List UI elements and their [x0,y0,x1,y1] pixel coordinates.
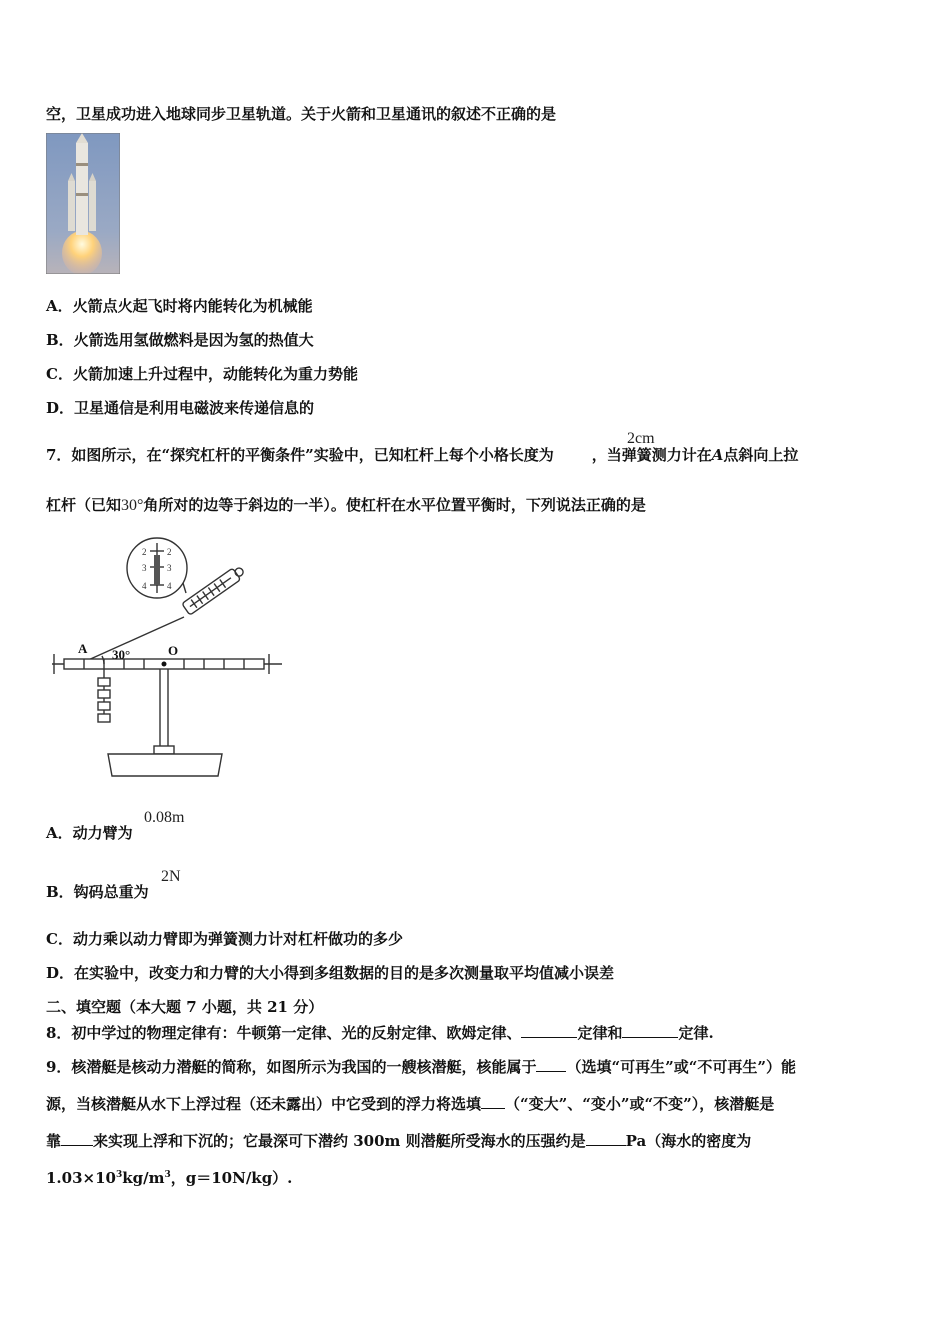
q8-blank-1[interactable] [521,1023,577,1038]
q8-text-a: 8．初中学过的物理定律有：牛顿第一定律、光的反射定律、欧姆定律、 [46,1024,522,1042]
rocket-launch-image [46,133,120,274]
q7-point-a: A [711,446,724,464]
q9-l2b: （“变大”、“变小”或“不变”），核潜艇是 [505,1095,775,1113]
q7-cell-length: 2cm [627,430,655,447]
q6-stem: 空，卫星成功进入地球同步卫星轨道。关于火箭和卫星通讯的叙述不正确的是 [46,105,557,123]
q7-option-c: C．动力乘以动力臂即为弹簧测力计对杠杆做功的多少 [46,930,403,948]
q9-l4sup: 3 [115,1170,123,1180]
scale-tick-4-right: 4 [167,581,172,591]
q9-l4sup2: 3 [164,1170,171,1180]
q7-stem-line1 [46,444,798,465]
q7-option-a: A．动力臂为 [46,824,133,842]
q7-option-d: D．在实验中，改变力和力臂的大小得到多组数据的目的是多次测量取平均值减小误差 [46,964,615,982]
q9-blank-3[interactable] [61,1131,93,1146]
q7-stem-line2 [46,494,646,515]
q8 [46,1022,714,1043]
q7-angle: 30° [121,497,144,514]
q7-stem-part3: 点斜向上拉 [723,446,799,464]
q7-stem-part2: ，当弹簧测力计在 [591,446,712,464]
lever-experiment-figure [46,533,286,783]
scale-tick-4-left: 4 [142,581,147,591]
q6-option-b: B．火箭选用氢做燃料是因为氢的热值大 [46,331,314,349]
q7-stem-line2-b: 角所对的边等于斜边的一半）。使杠杆在水平位置平衡时，下列说法正确的是 [143,496,646,514]
q6-option-a: A．火箭点火起飞时将内能转化为机械能 [46,297,313,315]
q8-text-b: 定律和 [577,1024,623,1042]
q7-option-b-value: 2N [161,868,181,885]
q6-option-d: D．卫星通信是利用电磁波来传递信息的 [46,399,315,417]
q9-line3 [46,1130,751,1151]
q9-blank-2[interactable] [481,1094,505,1109]
scale-tick-2-right: 2 [167,547,172,557]
q8-text-c: 定律. [678,1024,714,1042]
figure-label-o: O [168,643,179,658]
section-title: 二、填空题（本大题 7 小题，共 21 分） [46,998,324,1016]
q8-blank-2[interactable] [622,1023,678,1038]
scale-tick-3-left: 3 [142,563,147,573]
figure-angle-label: 30° [112,647,131,662]
figure-label-a: A [78,641,88,656]
q6-option-c: C．火箭加速上升过程中，动能转化为重力势能 [46,365,358,383]
q9-l4c: ，g＝10N/kg）. [170,1169,293,1187]
q9-blank-4[interactable] [586,1131,626,1146]
scale-tick-3-right: 3 [167,563,172,573]
q9-line4 [46,1167,292,1188]
q9-blank-1[interactable] [536,1057,566,1072]
q9-l3b: 来实现上浮和下沉的；它最深可下潜约 300m 则潜艇所受海水的压强约是 [93,1132,586,1150]
q7-option-a-value: 0.08m [144,809,185,826]
q9-l2a: 源，当核潜艇从水下上浮过程（还未露出）中它受到的浮力将选填 [46,1095,482,1113]
q9-l3a: 靠 [46,1132,62,1150]
q9-l1b: （选填“可再生”或“不可再生”）能 [566,1058,796,1076]
q9-l1a: 9．核潜艇是核动力潜艇的简称，如图所示为我国的一艘核潜艇，核能属于 [46,1058,537,1076]
q7-stem-line2-a: 杠杆（已知 [46,496,122,514]
scale-tick-2-left: 2 [142,547,147,557]
q9-l4a: 1.03×10 [46,1169,116,1187]
q7-stem-part1: 7．如图所示，在“探究杠杆的平衡条件”实验中，已知杠杆上每个小格长度为 [46,446,554,464]
q9-l4b: kg/m [122,1169,165,1187]
q9-line2 [46,1093,774,1114]
q9-line1 [46,1056,796,1077]
q9-l3c: Pa（海水的密度为 [625,1132,752,1150]
q7-option-b: B．钩码总重为 [46,883,149,901]
